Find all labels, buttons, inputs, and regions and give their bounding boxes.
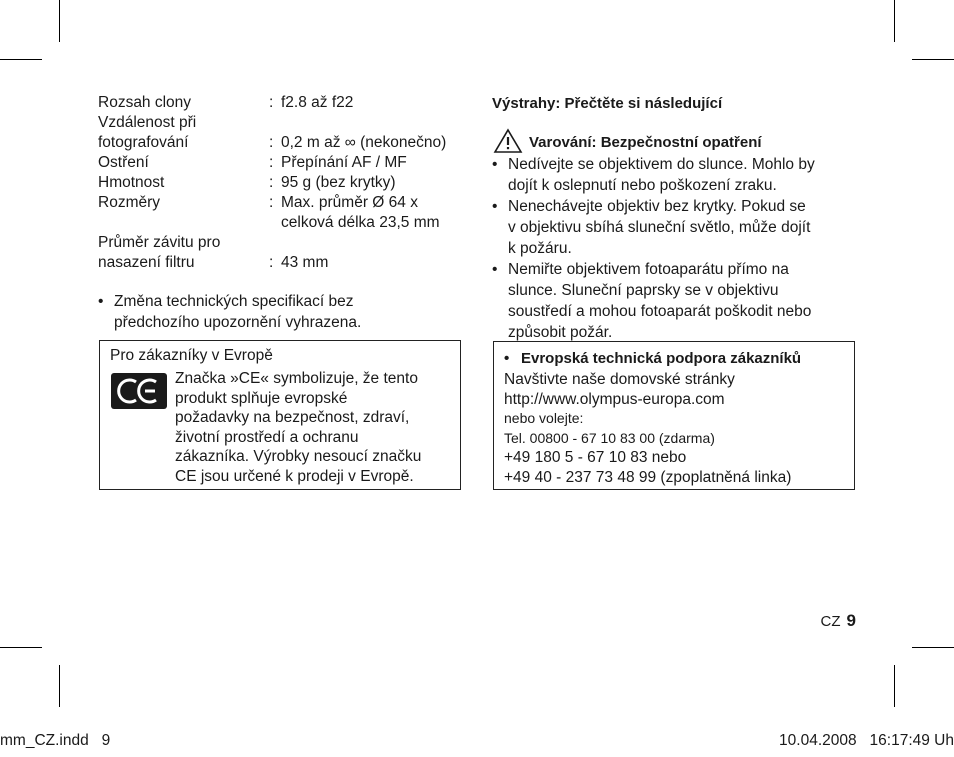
note-bullet	[98, 291, 468, 333]
ce-text-line: životní prostředí a ochranu	[175, 428, 359, 446]
spec-label: Průměr závitu pro	[98, 234, 221, 251]
spec-value	[281, 173, 478, 193]
support-box	[493, 341, 855, 490]
spec-value-line: 43 mm	[281, 254, 329, 271]
warning-line: soustředí a mohou fotoaparát poškodit nebo	[508, 303, 812, 320]
spec-colon: :	[269, 134, 274, 151]
europe-box-title: Pro zákazníky v Evropě	[110, 347, 273, 364]
warning-line: slunce. Sluneční paprsky se v objektivu	[508, 282, 779, 299]
spec-value-line: celková délka 23,5 mm	[281, 214, 440, 231]
spec-value-line: Přepínání AF / MF	[281, 154, 407, 171]
warning-line: způsobit požár.	[508, 324, 613, 341]
crop-mark	[59, 0, 60, 42]
spec-label: Rozsah clony	[98, 94, 192, 111]
warning-item	[492, 154, 857, 196]
spec-change-note	[98, 291, 468, 333]
footer-filename: mm_CZ.indd 9	[0, 732, 111, 749]
spec-row	[98, 153, 478, 173]
spec-label: fotografování	[98, 134, 189, 151]
spec-row	[98, 113, 478, 133]
page-number	[821, 610, 856, 633]
spec-row	[98, 233, 478, 253]
footer-timestamp: 10.04.2008 16:17:49 Uh	[779, 732, 954, 749]
support-phone: Tel. 00800 - 67 10 83 00 (zdarma)	[504, 429, 715, 446]
spec-colon: :	[269, 154, 274, 171]
ce-text-line: CE jsou určené k prodeji v Evropě.	[175, 467, 414, 485]
spec-label: Hmotnost	[98, 174, 165, 191]
spec-value	[281, 193, 478, 233]
ce-description	[175, 369, 460, 486]
spec-label: Ostření	[98, 154, 149, 171]
crop-mark	[59, 665, 60, 707]
europe-ce-box	[99, 340, 461, 490]
crop-mark	[0, 647, 42, 648]
spec-label: nasazení filtru	[98, 254, 195, 271]
spec-value	[281, 133, 478, 153]
spec-colon: :	[269, 94, 274, 111]
spec-value-line: Max. průměr Ø 64 x	[281, 194, 418, 211]
note-line: • Změna technických specifikací bez	[114, 293, 354, 310]
spec-label: Rozměry	[98, 194, 161, 211]
spec-row	[98, 133, 478, 153]
spec-value-line: f2.8 až f22	[281, 94, 354, 111]
spec-value-line: 0,2 m až ∞ (nekonečno)	[281, 134, 447, 151]
crop-mark	[894, 665, 895, 707]
warning-line: v objektivu sbíhá sluneční světlo, může dojít	[508, 219, 811, 236]
support-title: • Evropská technická podpora zákazníků	[504, 348, 849, 370]
warning-item	[492, 196, 857, 259]
warning-triangle-icon	[493, 128, 523, 154]
spec-row	[98, 253, 478, 273]
page-num: 9	[846, 611, 856, 630]
warning-line: • Nenechávejte objektiv bez krytky. Pokud se	[508, 198, 806, 215]
spec-colon: :	[269, 254, 274, 271]
ce-text-line: zákazníka. Výrobky nesoucí značku	[175, 448, 422, 465]
spec-row	[98, 93, 478, 113]
warnings-section	[492, 93, 857, 343]
spec-value	[281, 233, 478, 253]
spec-value	[281, 153, 478, 173]
ce-text-line: požadavky na bezpečnost, zdraví,	[175, 409, 410, 426]
ce-text-line: Značka »CE« symbolizuje, že tento	[175, 370, 418, 387]
crop-mark	[912, 647, 954, 648]
support-line: nebo volejte:	[504, 410, 584, 426]
crop-mark	[894, 0, 895, 42]
spec-value	[281, 253, 478, 273]
support-phone: +49 40 - 237 73 48 99 (zpoplatněná linka)	[504, 468, 792, 486]
spec-row	[98, 193, 478, 233]
support-url: http://www.olympus-europa.com	[504, 390, 725, 408]
spec-value	[281, 93, 478, 113]
warning-heading	[492, 132, 857, 154]
crop-mark	[0, 59, 42, 60]
ce-text-line: produkt splňuje evropské	[175, 389, 348, 407]
warning-line: dojít k oslepnutí nebo poškození zraku.	[508, 177, 777, 194]
warning-line: • Nedívejte se objektivem do slunce. Mohlo by	[508, 156, 815, 173]
warning-item	[492, 259, 857, 343]
warning-line: • Nemiřte objektivem fotoaparátu přímo na	[508, 261, 789, 278]
spec-row	[98, 173, 478, 193]
warning-subtitle: Varování: Bezpečnostní opatření	[529, 134, 762, 151]
spec-colon: :	[269, 174, 274, 191]
ce-mark-icon	[111, 373, 167, 409]
support-phone: +49 180 5 - 67 10 83 nebo	[504, 449, 687, 466]
spec-value-line: 95 g (bez krytky)	[281, 174, 396, 191]
spec-value	[281, 113, 478, 133]
note-line: předchozího upozornění vyhrazena.	[114, 314, 362, 331]
warning-list	[492, 154, 857, 343]
support-line: Navštivte naše domovské stránky	[504, 371, 735, 388]
warning-line: k požáru.	[508, 240, 572, 257]
warnings-title: Výstrahy: Přečtěte si následující	[492, 95, 723, 112]
crop-mark	[912, 59, 954, 60]
page-lang: CZ	[820, 613, 841, 630]
spec-table	[98, 93, 478, 273]
spec-label: Vzdálenost při	[98, 114, 197, 131]
spec-colon: :	[269, 194, 274, 211]
